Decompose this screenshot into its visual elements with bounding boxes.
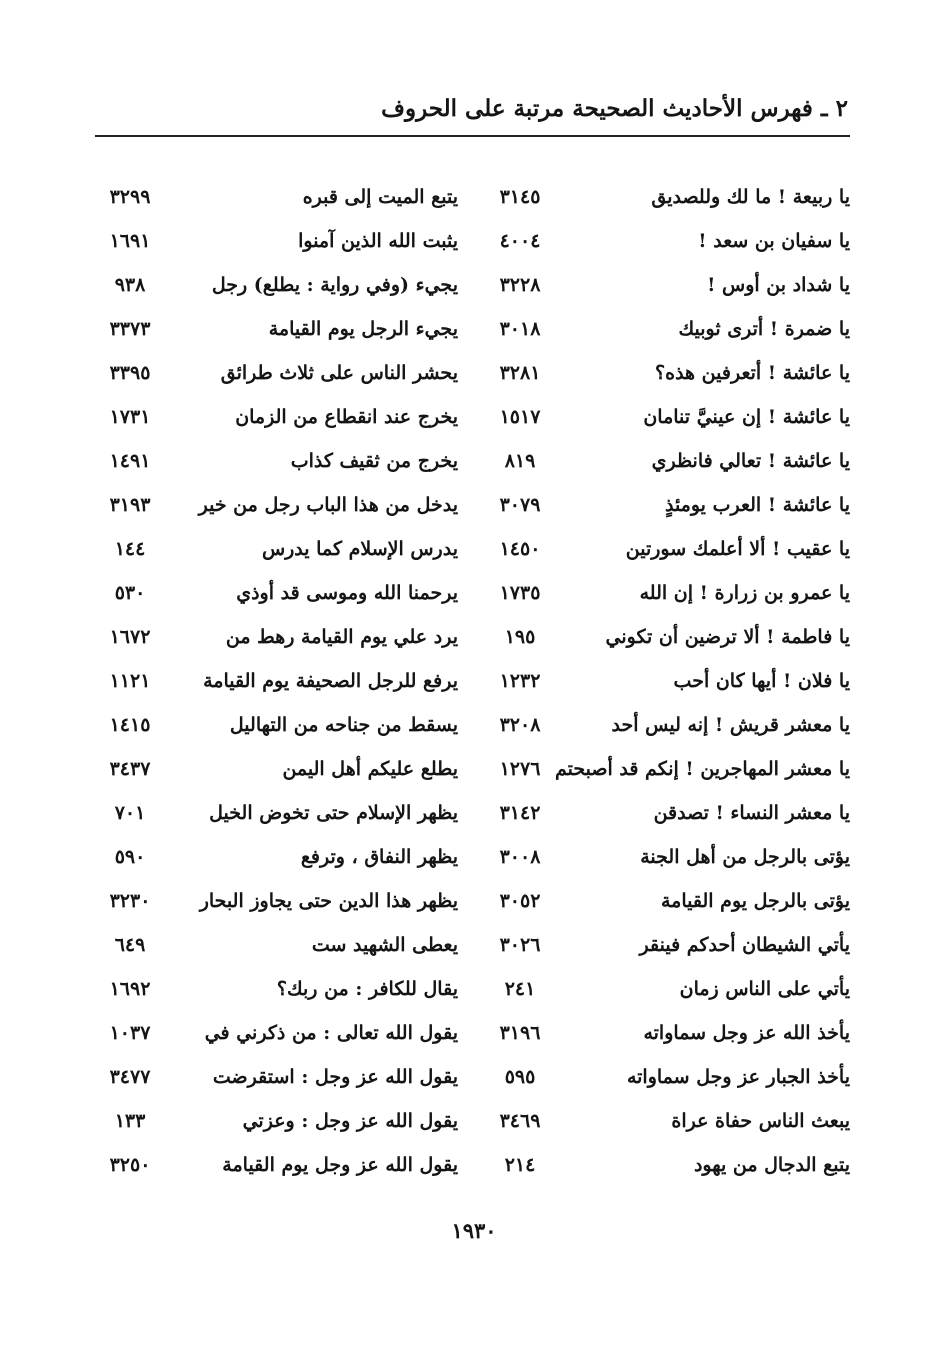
hadith-number-left: ١٧٣١ <box>109 406 151 428</box>
hadith-number-left: ٣٢٣٠ <box>109 890 151 912</box>
index-row <box>0 486 948 530</box>
hadith-number-right: ٣٠١٨ <box>499 318 541 340</box>
hadith-text-right: يأتي على الناس زمان <box>679 978 850 1000</box>
hadith-number-right: ٣٠٧٩ <box>499 494 541 516</box>
index-row <box>0 354 948 398</box>
hadith-number-right: ١٢٣٢ <box>499 670 541 692</box>
hadith-text-left: يجيء الرجل يوم القيامة <box>268 318 458 340</box>
index-row <box>0 662 948 706</box>
hadith-text-left: يظهر الإسلام حتى تخوض الخيل <box>209 802 458 824</box>
hadith-number-right: ٣٢٢٨ <box>499 274 541 296</box>
index-row <box>0 882 948 926</box>
hadith-text-right: يا عائشة ! أتعرفين هذه؟ <box>655 362 850 384</box>
hadith-number-left: ٣٢٩٩ <box>109 186 151 208</box>
hadith-number-right: ٢١٤ <box>504 1154 536 1176</box>
hadith-number-left: ١٤٩١ <box>109 450 151 472</box>
index-row <box>0 574 948 618</box>
hadith-text-left: يرد علي يوم القيامة رهط من <box>225 626 458 648</box>
hadith-text-right: يتبع الدجال من يهود <box>693 1154 850 1176</box>
hadith-number-left: ٩٣٨ <box>114 274 146 296</box>
hadith-number-right: ١٤٥٠ <box>499 538 541 560</box>
hadith-number-right: ١٢٧٦ <box>499 758 541 780</box>
hadith-text-right: يا فلان ! أيها كان أحب <box>673 670 850 692</box>
hadith-text-right: يأخذ الجبار عز وجل سماواته <box>626 1066 850 1088</box>
hadith-text-right: يا شداد بن أوس ! <box>707 274 850 296</box>
hadith-text-left: يقال للكافر : من ربك؟ <box>276 978 458 1000</box>
hadith-number-right: ١٥١٧ <box>499 406 541 428</box>
hadith-number-left: ٦٤٩ <box>114 934 146 956</box>
hadith-number-right: ١٧٣٥ <box>499 582 541 604</box>
hadith-number-right: ٣٠٢٦ <box>499 934 541 956</box>
hadith-text-right: يا معشر النساء ! تصدقن <box>653 802 850 824</box>
hadith-number-left: ٣٣٧٣ <box>109 318 151 340</box>
hadith-text-right: يا سفيان بن سعد ! <box>698 230 850 252</box>
hadith-number-left: ١٣٣ <box>114 1110 146 1132</box>
hadith-number-left: ٣٢٥٠ <box>109 1154 151 1176</box>
index-row <box>0 750 948 794</box>
hadith-number-right: ٣١٩٦ <box>499 1022 541 1044</box>
hadith-number-right: ٨١٩ <box>504 450 536 472</box>
index-row <box>0 1146 948 1190</box>
index-row <box>0 1058 948 1102</box>
hadith-number-left: ٣٤٧٧ <box>109 1066 151 1088</box>
index-row <box>0 970 948 1014</box>
hadith-number-left: ١١٢١ <box>109 670 151 692</box>
index-row <box>0 530 948 574</box>
hadith-number-right: ٣١٤٥ <box>499 186 541 208</box>
hadith-text-left: يظهر هذا الدين حتى يجاوز البحار <box>199 890 458 912</box>
hadith-text-left: يطلع عليكم أهل اليمن <box>282 758 458 780</box>
hadith-text-left: يقول الله عز وجل يوم القيامة <box>222 1154 458 1176</box>
index-table <box>0 178 948 1190</box>
page-number: ١٩٣٠ <box>451 1218 497 1243</box>
hadith-text-right: يأخذ الله عز وجل سماواته <box>643 1022 850 1044</box>
hadith-text-left: يقول الله عز وجل : وعزتي <box>242 1110 458 1132</box>
hadith-number-left: ٣١٩٣ <box>109 494 151 516</box>
hadith-number-right: ٣٠٥٢ <box>499 890 541 912</box>
hadith-text-left: يجيء (وفي رواية : يطلع) رجل <box>211 274 458 296</box>
hadith-text-left: يقول الله عز وجل : استقرضت <box>212 1066 458 1088</box>
index-row <box>0 618 948 662</box>
hadith-number-right: ٥٩٥ <box>504 1066 536 1088</box>
index-row <box>0 1102 948 1146</box>
index-row <box>0 442 948 486</box>
hadith-number-left: ٥٩٠ <box>114 846 146 868</box>
hadith-number-right: ٣٢٨١ <box>499 362 541 384</box>
hadith-number-left: ٣٤٣٧ <box>109 758 151 780</box>
hadith-text-left: يقول الله تعالى : من ذكرني في <box>204 1022 458 1044</box>
hadith-number-right: ٢٤١ <box>504 978 536 1000</box>
hadith-number-left: ١٤٤ <box>114 538 146 560</box>
index-row <box>0 310 948 354</box>
index-row <box>0 398 948 442</box>
hadith-number-left: ١٠٣٧ <box>109 1022 151 1044</box>
hadith-text-right: يا عائشة ! إن عينيَّ تنامان <box>643 406 850 428</box>
hadith-text-left: يتبع الميت إلى قبره <box>302 186 458 208</box>
hadith-number-right: ٣٤٦٩ <box>499 1110 541 1132</box>
hadith-number-right: ١٩٥ <box>504 626 536 648</box>
hadith-text-right: يا معشر المهاجرين ! إنكم قد أصبحتم <box>554 758 850 780</box>
index-row <box>0 222 948 266</box>
hadith-number-left: ١٦٩٢ <box>109 978 151 1000</box>
hadith-text-left: يخرج عند انقطاع من الزمان <box>235 406 458 428</box>
hadith-text-right: يا عقيب ! ألا أعلمك سورتين <box>625 538 850 560</box>
hadith-text-left: يظهر النفاق ، وترفع <box>300 846 458 868</box>
hadith-text-left: يدرس الإسلام كما يدرس <box>261 538 458 560</box>
hadith-number-right: ٣٠٠٨ <box>499 846 541 868</box>
index-row <box>0 838 948 882</box>
hadith-text-right: يؤتى بالرجل من أهل الجنة <box>640 846 850 868</box>
header-divider <box>95 135 850 137</box>
hadith-number-left: ٥٣٠ <box>114 582 146 604</box>
hadith-number-left: ٧٠١ <box>114 802 146 824</box>
hadith-text-right: يا معشر قريش ! إنه ليس أحد <box>611 714 850 736</box>
hadith-number-left: ٣٣٩٥ <box>109 362 151 384</box>
hadith-text-left: يحشر الناس على ثلاث طرائق <box>220 362 458 384</box>
hadith-text-left: يدخل من هذا الباب رجل من خير <box>198 494 458 516</box>
hadith-number-left: ١٦٧٢ <box>109 626 151 648</box>
hadith-text-right: يا عمرو بن زرارة ! إن الله <box>639 582 850 604</box>
hadith-text-right: يا ربيعة ! ما لك وللصديق <box>651 186 850 208</box>
index-row <box>0 706 948 750</box>
index-row <box>0 1014 948 1058</box>
hadith-text-right: يبعث الناس حفاة عراة <box>671 1110 850 1132</box>
index-row <box>0 266 948 310</box>
index-row <box>0 926 948 970</box>
hadith-text-left: يثبت الله الذين آمنوا <box>298 230 458 252</box>
index-row <box>0 794 948 838</box>
hadith-number-right: ٣١٤٢ <box>499 802 541 824</box>
hadith-text-left: يعطى الشهيد ست <box>311 934 458 956</box>
hadith-text-left: يخرج من ثقيف كذاب <box>290 450 458 472</box>
hadith-text-right: يا عائشة ! العرب يومئذٍ <box>664 494 850 516</box>
hadith-text-right: يؤتى بالرجل يوم القيامة <box>661 890 850 912</box>
hadith-number-right: ٤٠٠٤ <box>499 230 541 252</box>
hadith-text-left: يرحمنا الله وموسى قد أوذي <box>236 582 458 604</box>
hadith-text-right: يا فاطمة ! ألا ترضين أن تكوني <box>605 626 850 648</box>
index-row <box>0 178 948 222</box>
hadith-text-right: يا عائشة ! تعالي فانظري <box>651 450 850 472</box>
hadith-number-left: ١٦٩١ <box>109 230 151 252</box>
hadith-number-right: ٣٢٠٨ <box>499 714 541 736</box>
hadith-number-left: ١٤١٥ <box>109 714 151 736</box>
hadith-text-left: يسقط من جناحه من التهاليل <box>229 714 458 736</box>
hadith-text-right: يأتي الشيطان أحدكم فينقر <box>639 934 850 956</box>
hadith-text-right: يا ضمرة ! أترى ثوبيك <box>678 318 850 340</box>
page-header-title: ٢ ـ فهرس الأحاديث الصحيحة مرتبة على الحروف <box>381 95 848 122</box>
hadith-text-left: يرفع للرجل الصحيفة يوم القيامة <box>203 670 458 692</box>
